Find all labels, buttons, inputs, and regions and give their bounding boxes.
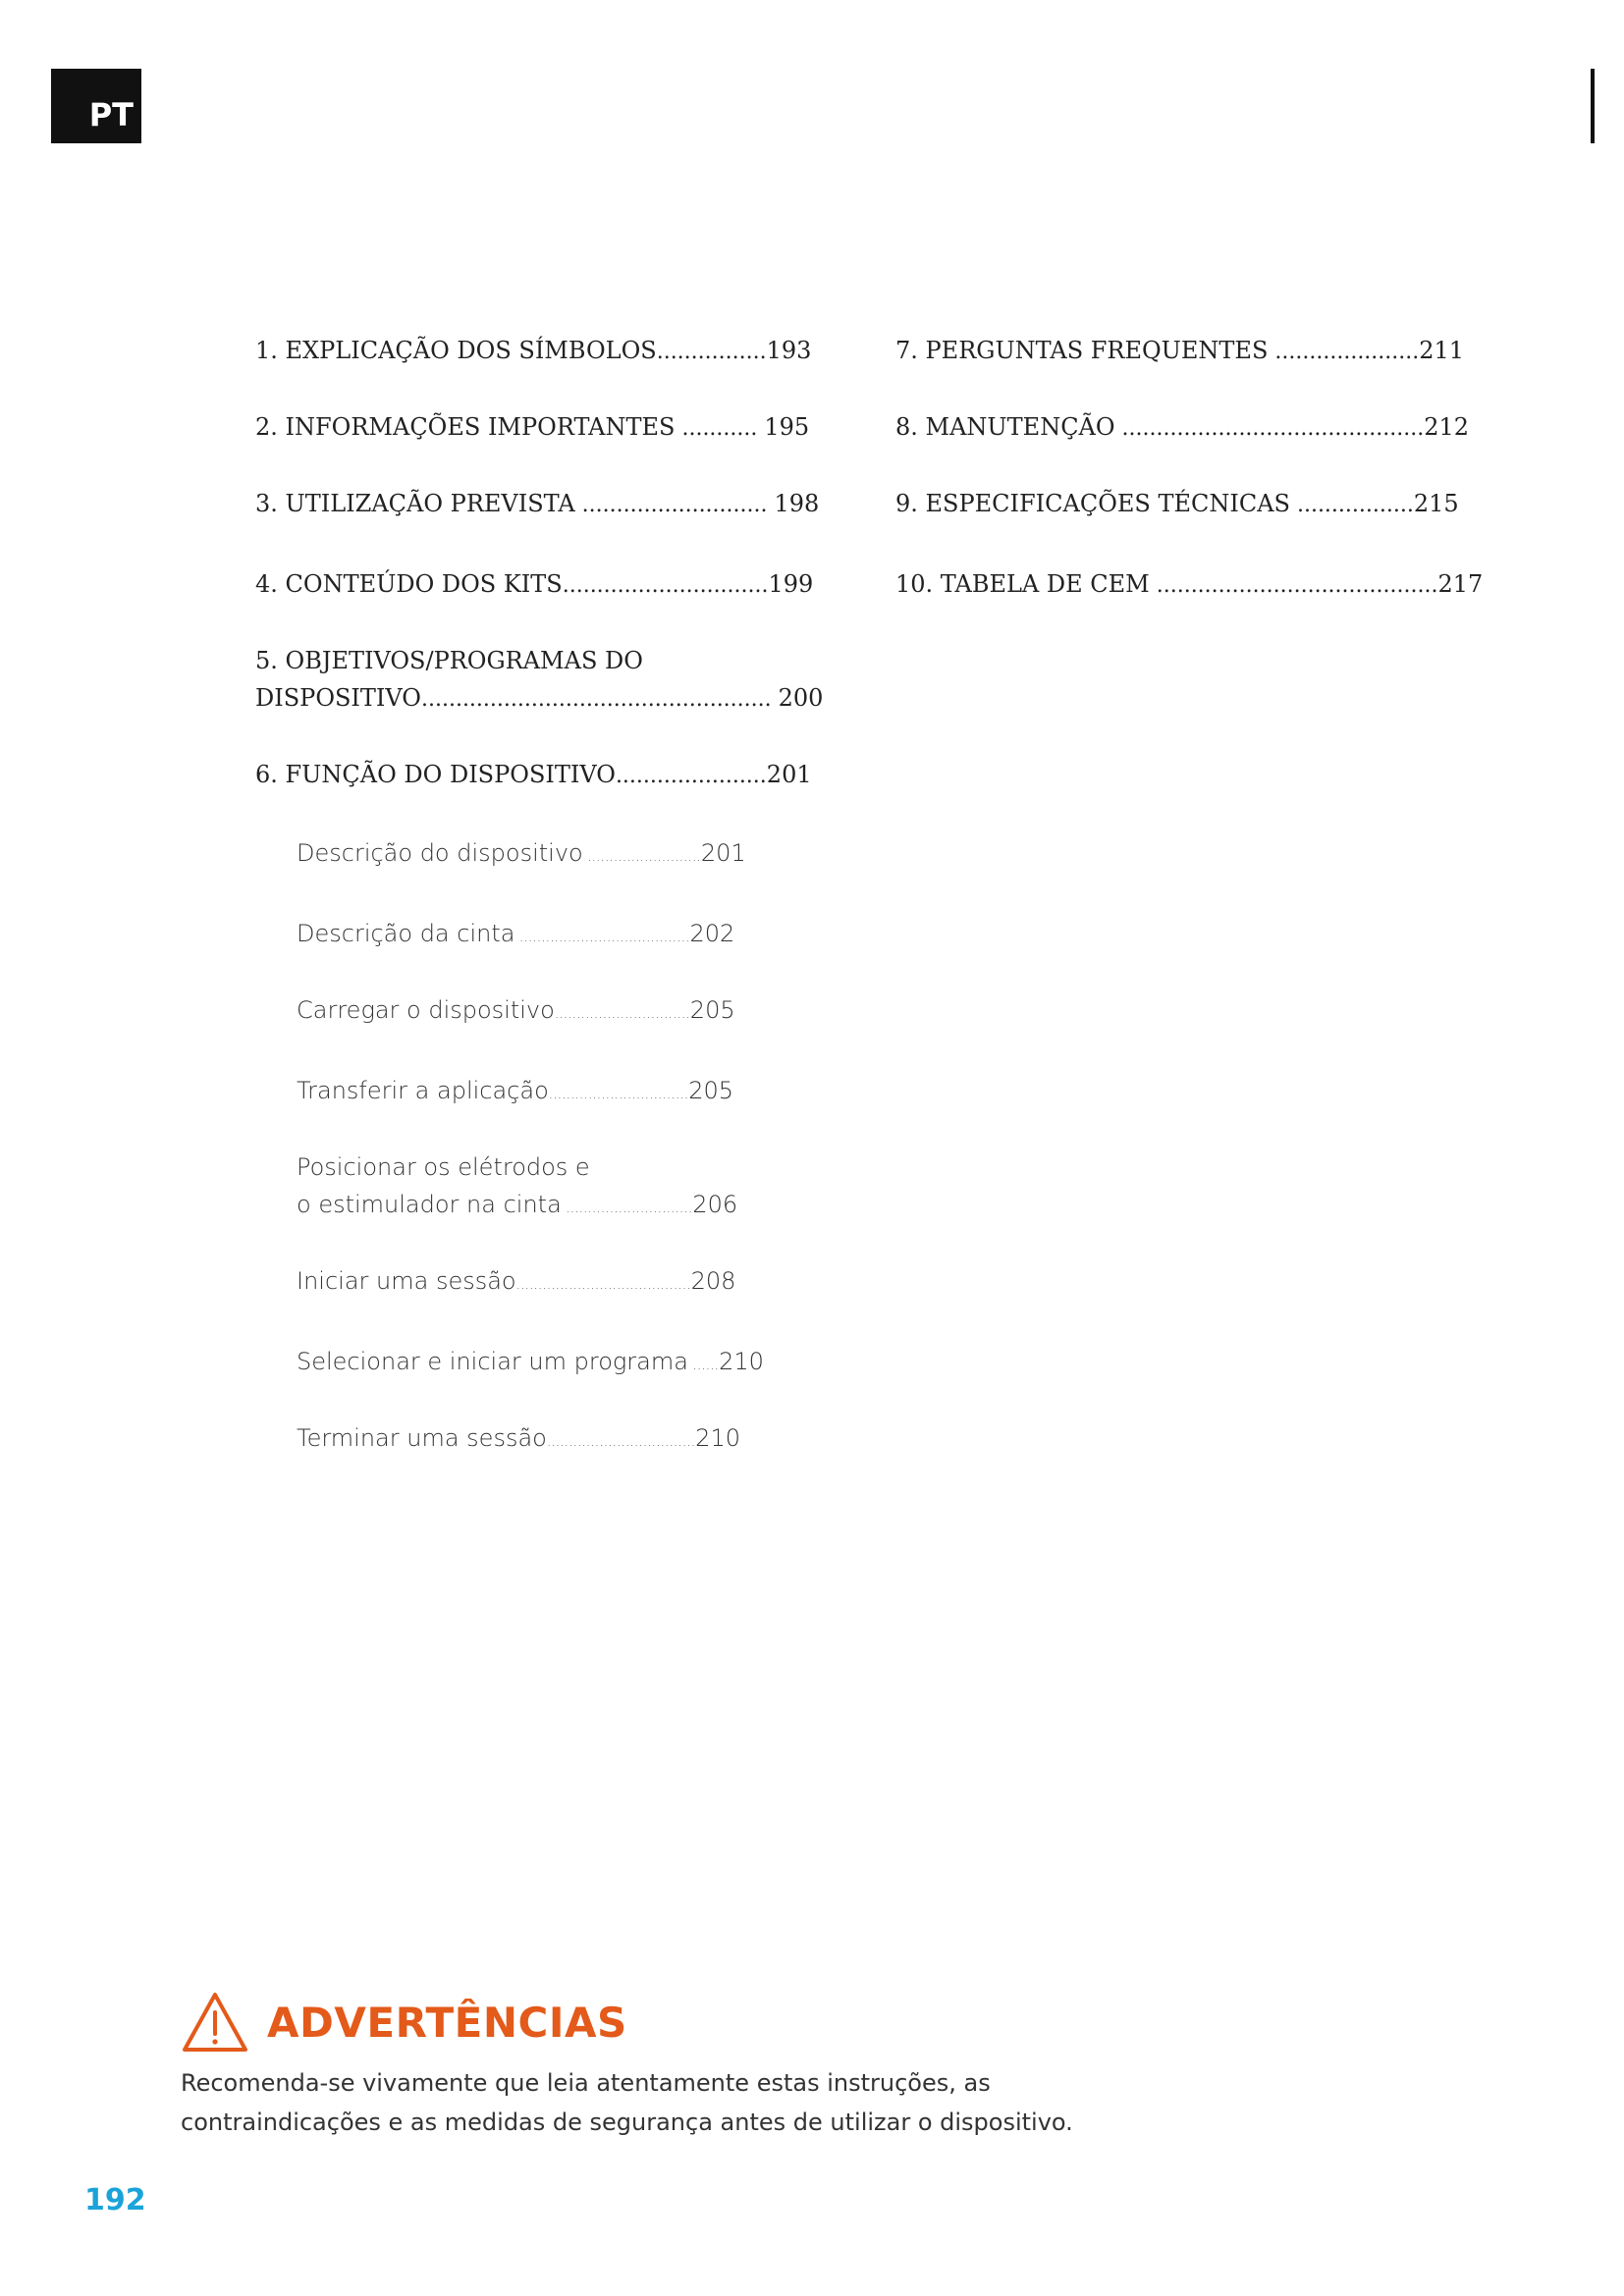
page-edge-marker [1591,69,1595,143]
language-badge [51,69,141,143]
warning-header [181,1987,1359,2057]
toc-entry-faq[interactable]: 7. PERGUNTAS FREQUENTES .....................211 [895,337,1465,364]
warning-text-line1: Recomenda-se vivamente que leia atentamente estas instruções, as [181,2069,991,2097]
toc-entry-important-info[interactable]: 2. INFORMAÇÕES IMPORTANTES ........... 195 [255,413,810,441]
toc-entry-symbols[interactable]: 1. EXPLICAÇÃO DOS SÍMBOLOS................193 [255,337,812,364]
toc-entry-objectives[interactable]: DISPOSITIVO................................................... 200 [255,684,824,712]
toc-entry-emc-table[interactable]: 10. TABELA DE CEM .........................................217 [895,570,1484,598]
toc-entry-device-function[interactable]: 6. FUNÇÃO DO DISPOSITIVO......................201 [255,761,812,788]
toc-entry-objectives-line1[interactable]: 5. OBJETIVOS/PROGRAMAS DO [255,647,643,674]
toc-entry-tech-specs[interactable]: 9. ESPECIFICAÇÕES TÉCNICAS .................215 [895,490,1459,517]
warning-triangle-icon [181,1991,249,2054]
toc-sub-start-session[interactable]: Iniciar uma sessão........................................208 [297,1267,736,1295]
toc-sub-select-program[interactable]: Selecionar e iniciar um programa ......210 [297,1348,764,1375]
warning-title: ADVERTÊNCIAS [267,1998,627,2047]
toc-sub-position-electrodes[interactable]: o estimulador na cinta .............................206 [297,1191,738,1218]
toc-entry-intended-use[interactable]: 3. UTILIZAÇÃO PREVISTA ........................... 198 [255,490,820,517]
page-number: 192 [84,2183,146,2217]
toc-entry-maintenance[interactable]: 8. MANUTENÇÃO ............................................212 [895,413,1470,441]
toc-sub-download-app[interactable]: Transferir a aplicação................................205 [297,1077,733,1104]
language-code: PT [88,96,134,133]
toc-sub-position-electrodes-line1[interactable]: Posicionar os elétrodos e [297,1153,590,1181]
warning-section [181,1987,1359,2142]
toc-entry-kit-contents[interactable]: 4. CONTEÚDO DOS KITS..............................199 [255,570,814,598]
warning-text-line2: contraindicações e as medidas de segurança antes de utilizar o dispositivo. [181,2109,1073,2136]
warning-text [181,2063,1359,2142]
toc-sub-device-description[interactable]: Descrição do dispositivo ..........................201 [297,839,746,867]
toc-sub-end-session[interactable]: Terminar uma sessão..................................210 [297,1424,740,1452]
toc-sub-belt-description[interactable]: Descrição da cinta .......................................202 [297,920,735,947]
toc-sub-charge-device[interactable]: Carregar o dispositivo...............................205 [297,996,735,1024]
